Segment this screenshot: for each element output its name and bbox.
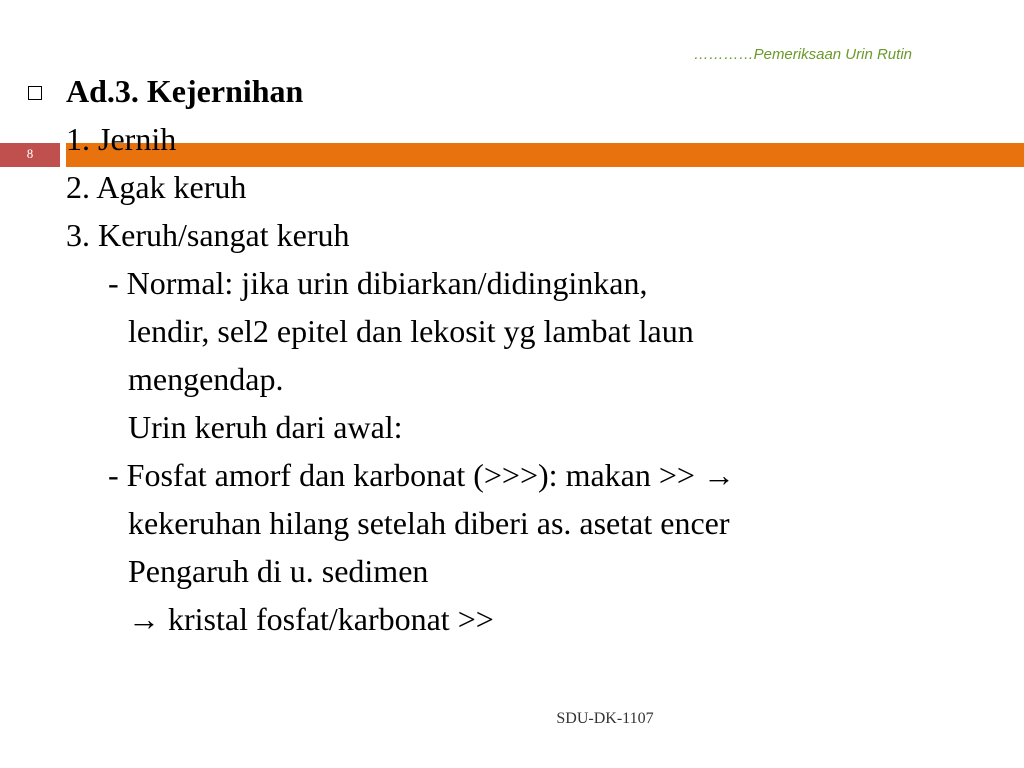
- body-text-line: - Fosfat amorf dan karbonat (>>>): makan >> →: [108, 457, 735, 493]
- list-item: 3. Keruh/sangat keruh: [66, 217, 350, 253]
- body-text-line: kekeruhan hilang setelah diberi as. asetat encer: [128, 505, 730, 541]
- list-item: 1. Jernih: [66, 121, 177, 157]
- square-bullet-icon: [28, 86, 42, 100]
- body-text-line: Pengaruh di u. sedimen: [128, 553, 429, 589]
- list-item: 2. Agak keruh: [66, 169, 247, 205]
- slide-footer: SDU-DK-1107: [556, 710, 654, 727]
- slide-header-title: …………Pemeriksaan Urin Rutin: [693, 46, 912, 63]
- body-text-line: mengendap.: [128, 361, 284, 397]
- slide-number: 8: [26, 146, 34, 161]
- body-text-line: lendir, sel2 epitel dan lekosit yg lambat laun: [128, 313, 694, 349]
- section-heading: Ad.3. Kejernihan: [66, 73, 304, 109]
- body-text-line: - Normal: jika urin dibiarkan/didinginkan,: [108, 265, 648, 301]
- body-text-line: Urin keruh dari awal:: [128, 409, 403, 445]
- body-text-line: → kristal fosfat/karbonat >>: [128, 601, 494, 637]
- slide-body: [66, 67, 1006, 643]
